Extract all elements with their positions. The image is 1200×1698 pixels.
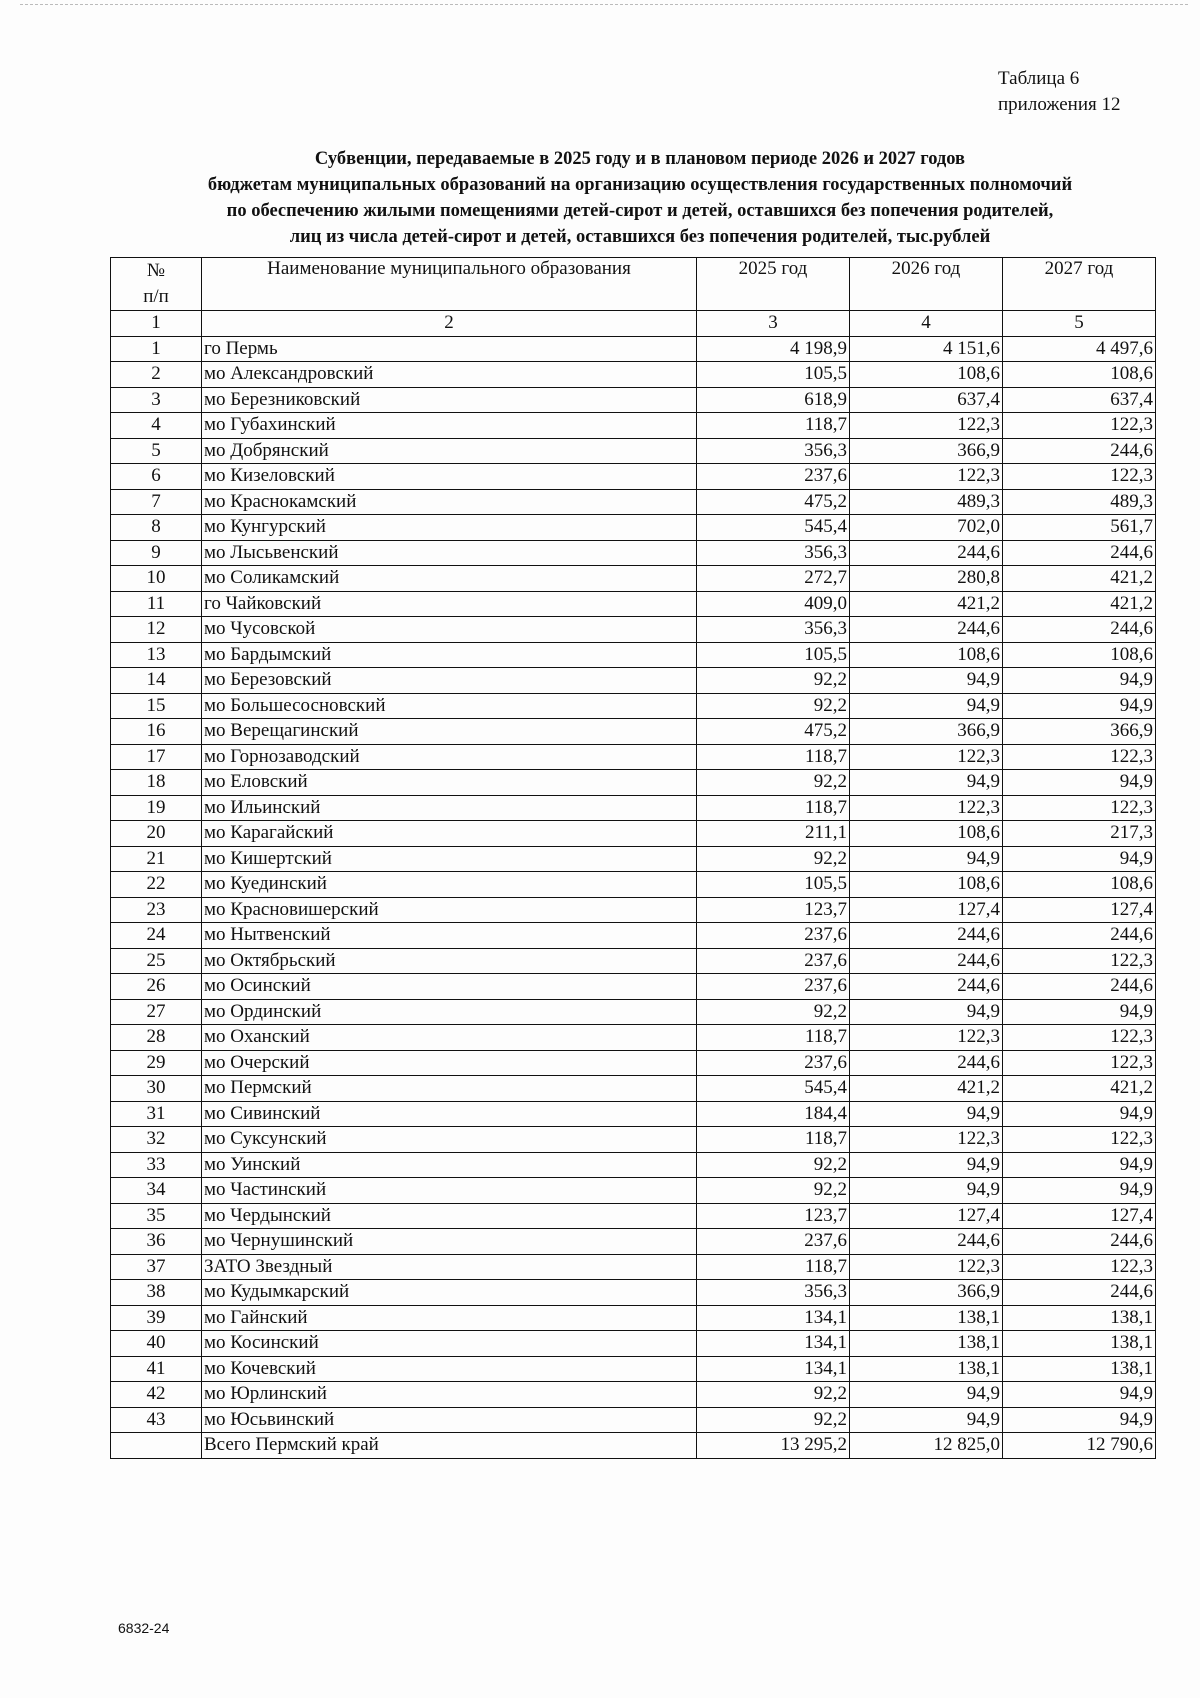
municipality-name: мо Уинский [202, 1152, 697, 1178]
value-2025: 118,7 [697, 744, 850, 770]
value-2025: 211,1 [697, 821, 850, 847]
row-number: 9 [111, 540, 202, 566]
table-row [111, 515, 1156, 541]
column-index: 2 [202, 311, 697, 337]
municipality-name: мо Кизеловский [202, 464, 697, 490]
table-row [111, 1382, 1156, 1408]
table-row [111, 1127, 1156, 1153]
value-2025: 134,1 [697, 1305, 850, 1331]
value-2025: 184,4 [697, 1101, 850, 1127]
column-index-row [111, 311, 1156, 337]
value-2026: 108,6 [850, 642, 1003, 668]
value-2027: 366,9 [1003, 719, 1156, 745]
total-row [111, 1433, 1156, 1459]
row-number: 11 [111, 591, 202, 617]
value-2027: 127,4 [1003, 897, 1156, 923]
municipality-name: мо Кочевский [202, 1356, 697, 1382]
municipality-name: го Пермь [202, 336, 697, 362]
municipality-name: мо Краснокамский [202, 489, 697, 515]
value-2026: 108,6 [850, 872, 1003, 898]
value-2025: 4 198,9 [697, 336, 850, 362]
value-2027: 244,6 [1003, 974, 1156, 1000]
total-number [111, 1433, 202, 1459]
value-2027: 108,6 [1003, 642, 1156, 668]
value-2025: 118,7 [697, 413, 850, 439]
row-number: 8 [111, 515, 202, 541]
municipality-name: мо Частинский [202, 1178, 697, 1204]
value-2026: 94,9 [850, 1178, 1003, 1204]
value-2026: 108,6 [850, 821, 1003, 847]
table-row [111, 872, 1156, 898]
row-number: 26 [111, 974, 202, 1000]
value-2027: 108,6 [1003, 362, 1156, 388]
value-2026: 244,6 [850, 540, 1003, 566]
value-2026: 280,8 [850, 566, 1003, 592]
value-2025: 118,7 [697, 1254, 850, 1280]
value-2025: 475,2 [697, 719, 850, 745]
value-2027: 94,9 [1003, 1152, 1156, 1178]
value-2027: 421,2 [1003, 591, 1156, 617]
value-2025: 123,7 [697, 897, 850, 923]
municipality-name: мо Соликамский [202, 566, 697, 592]
municipality-name: мо Осинский [202, 974, 697, 1000]
value-2027: 217,3 [1003, 821, 1156, 847]
value-2027: 122,3 [1003, 795, 1156, 821]
municipality-name: мо Губахинский [202, 413, 697, 439]
value-2025: 92,2 [697, 999, 850, 1025]
value-2027: 637,4 [1003, 387, 1156, 413]
row-number: 43 [111, 1407, 202, 1433]
value-2025: 105,5 [697, 642, 850, 668]
document-code: 6832-24 [118, 1620, 170, 1636]
value-2026: 421,2 [850, 1076, 1003, 1102]
value-2027: 94,9 [1003, 1407, 1156, 1433]
row-number: 16 [111, 719, 202, 745]
municipality-name: мо Еловский [202, 770, 697, 796]
value-2027: 489,3 [1003, 489, 1156, 515]
value-2027: 122,3 [1003, 1050, 1156, 1076]
municipality-name: мо Косинский [202, 1331, 697, 1357]
value-2027: 244,6 [1003, 617, 1156, 643]
row-number: 13 [111, 642, 202, 668]
header-number-line: № [146, 260, 166, 281]
value-2025: 272,7 [697, 566, 850, 592]
table-row [111, 668, 1156, 694]
table-row [111, 464, 1156, 490]
municipality-name: мо Красновишерский [202, 897, 697, 923]
row-number: 14 [111, 668, 202, 694]
value-2026: 138,1 [850, 1356, 1003, 1382]
municipality-name: мо Октябрьский [202, 948, 697, 974]
header-name: Наименование муниципального образования [202, 258, 697, 311]
value-2027: 122,3 [1003, 1025, 1156, 1051]
total-2026: 12 825,0 [850, 1433, 1003, 1459]
municipality-name: мо Большесосновский [202, 693, 697, 719]
value-2025: 237,6 [697, 1229, 850, 1255]
table-reference-line: приложения 12 [998, 94, 1121, 115]
value-2027: 94,9 [1003, 999, 1156, 1025]
row-number: 28 [111, 1025, 202, 1051]
row-number: 36 [111, 1229, 202, 1255]
table-row [111, 999, 1156, 1025]
value-2026: 127,4 [850, 897, 1003, 923]
table-row [111, 438, 1156, 464]
row-number: 30 [111, 1076, 202, 1102]
table-row [111, 1203, 1156, 1229]
row-number: 29 [111, 1050, 202, 1076]
value-2027: 561,7 [1003, 515, 1156, 541]
value-2027: 138,1 [1003, 1356, 1156, 1382]
table-row [111, 642, 1156, 668]
row-number: 25 [111, 948, 202, 974]
table-row [111, 1076, 1156, 1102]
value-2027: 122,3 [1003, 948, 1156, 974]
municipality-name: мо Чусовской [202, 617, 697, 643]
value-2025: 92,2 [697, 693, 850, 719]
value-2027: 244,6 [1003, 923, 1156, 949]
value-2026: 244,6 [850, 974, 1003, 1000]
value-2025: 92,2 [697, 1382, 850, 1408]
row-number: 22 [111, 872, 202, 898]
column-index: 5 [1003, 311, 1156, 337]
table-row [111, 1280, 1156, 1306]
table-row [111, 1178, 1156, 1204]
subvention-table [110, 257, 1156, 1459]
municipality-name: мо Бардымский [202, 642, 697, 668]
value-2026: 108,6 [850, 362, 1003, 388]
row-number: 17 [111, 744, 202, 770]
value-2026: 94,9 [850, 1382, 1003, 1408]
table-row [111, 1152, 1156, 1178]
table-row [111, 795, 1156, 821]
row-number: 6 [111, 464, 202, 490]
municipality-name: мо Ильинский [202, 795, 697, 821]
value-2026: 138,1 [850, 1305, 1003, 1331]
table-row [111, 897, 1156, 923]
table-row [111, 693, 1156, 719]
table-row [111, 617, 1156, 643]
row-number: 5 [111, 438, 202, 464]
row-number: 7 [111, 489, 202, 515]
value-2025: 123,7 [697, 1203, 850, 1229]
table-row [111, 846, 1156, 872]
value-2027: 122,3 [1003, 464, 1156, 490]
value-2025: 92,2 [697, 668, 850, 694]
municipality-name: мо Карагайский [202, 821, 697, 847]
value-2025: 356,3 [697, 617, 850, 643]
municipality-name: го Чайковский [202, 591, 697, 617]
table-row [111, 923, 1156, 949]
table-row [111, 591, 1156, 617]
municipality-name: мо Кунгурский [202, 515, 697, 541]
table-row [111, 566, 1156, 592]
value-2026: 122,3 [850, 1025, 1003, 1051]
table-row [111, 489, 1156, 515]
table-row [111, 362, 1156, 388]
title-line: лиц из числа детей-сирот и детей, оставшихся без попечения родителей, тыс.рублей [289, 227, 991, 247]
value-2027: 122,3 [1003, 1254, 1156, 1280]
value-2026: 4 151,6 [850, 336, 1003, 362]
value-2026: 122,3 [850, 1254, 1003, 1280]
row-number: 39 [111, 1305, 202, 1331]
row-number: 41 [111, 1356, 202, 1382]
value-2026: 122,3 [850, 464, 1003, 490]
value-2026: 122,3 [850, 744, 1003, 770]
value-2026: 122,3 [850, 795, 1003, 821]
row-number: 42 [111, 1382, 202, 1408]
row-number: 23 [111, 897, 202, 923]
value-2025: 409,0 [697, 591, 850, 617]
row-number: 34 [111, 1178, 202, 1204]
municipality-name: мо Пермский [202, 1076, 697, 1102]
row-number: 2 [111, 362, 202, 388]
value-2027: 4 497,6 [1003, 336, 1156, 362]
value-2025: 475,2 [697, 489, 850, 515]
header-2025: 2025 год [697, 258, 850, 311]
value-2025: 105,5 [697, 872, 850, 898]
value-2026: 489,3 [850, 489, 1003, 515]
row-number: 18 [111, 770, 202, 796]
table-row [111, 1356, 1156, 1382]
municipality-name: мо Верещагинский [202, 719, 697, 745]
table-row [111, 1229, 1156, 1255]
value-2027: 421,2 [1003, 566, 1156, 592]
value-2025: 237,6 [697, 974, 850, 1000]
value-2026: 366,9 [850, 1280, 1003, 1306]
value-2026: 366,9 [850, 438, 1003, 464]
table-body [111, 336, 1156, 1458]
municipality-name: мо Нытвенский [202, 923, 697, 949]
municipality-name: мо Ординский [202, 999, 697, 1025]
title-line: по обеспечению жилыми помещениями детей-сирот и детей, оставшихся без попечения родителей, [226, 201, 1054, 221]
value-2026: 244,6 [850, 923, 1003, 949]
value-2025: 237,6 [697, 1050, 850, 1076]
value-2027: 138,1 [1003, 1305, 1156, 1331]
value-2025: 118,7 [697, 1127, 850, 1153]
value-2025: 618,9 [697, 387, 850, 413]
row-number: 32 [111, 1127, 202, 1153]
value-2026: 94,9 [850, 1407, 1003, 1433]
table-row [111, 1025, 1156, 1051]
header-number [111, 258, 202, 311]
table-reference [998, 66, 1138, 118]
municipality-name: ЗАТО Звездный [202, 1254, 697, 1280]
value-2026: 122,3 [850, 1127, 1003, 1153]
row-number: 12 [111, 617, 202, 643]
value-2027: 94,9 [1003, 668, 1156, 694]
value-2025: 237,6 [697, 948, 850, 974]
value-2025: 92,2 [697, 1152, 850, 1178]
row-number: 15 [111, 693, 202, 719]
value-2027: 122,3 [1003, 744, 1156, 770]
value-2025: 92,2 [697, 1407, 850, 1433]
municipality-name: мо Кудымкарский [202, 1280, 697, 1306]
row-number: 33 [111, 1152, 202, 1178]
municipality-name: мо Оханский [202, 1025, 697, 1051]
table-row [111, 1101, 1156, 1127]
row-number: 10 [111, 566, 202, 592]
municipality-name: мо Гайнский [202, 1305, 697, 1331]
value-2025: 134,1 [697, 1356, 850, 1382]
header-number-line: п/п [143, 286, 169, 307]
row-number: 3 [111, 387, 202, 413]
table-reference-line: Таблица 6 [998, 68, 1080, 89]
value-2026: 94,9 [850, 846, 1003, 872]
value-2027: 122,3 [1003, 413, 1156, 439]
table-row [111, 1254, 1156, 1280]
value-2026: 244,6 [850, 617, 1003, 643]
title-line: бюджетам муниципальных образований на организацию осуществления государственных полномочий [207, 175, 1073, 195]
municipality-name: мо Березовский [202, 668, 697, 694]
value-2026: 244,6 [850, 948, 1003, 974]
value-2025: 134,1 [697, 1331, 850, 1357]
table-row [111, 387, 1156, 413]
value-2027: 244,6 [1003, 438, 1156, 464]
value-2027: 94,9 [1003, 1382, 1156, 1408]
table-row [111, 744, 1156, 770]
value-2027: 94,9 [1003, 693, 1156, 719]
value-2026: 94,9 [850, 1101, 1003, 1127]
value-2027: 138,1 [1003, 1331, 1156, 1357]
municipality-name: мо Чердынский [202, 1203, 697, 1229]
value-2026: 94,9 [850, 668, 1003, 694]
value-2027: 244,6 [1003, 1280, 1156, 1306]
header-2027: 2027 год [1003, 258, 1156, 311]
value-2025: 545,4 [697, 515, 850, 541]
row-number: 37 [111, 1254, 202, 1280]
table-row [111, 948, 1156, 974]
row-number: 31 [111, 1101, 202, 1127]
value-2025: 92,2 [697, 770, 850, 796]
column-index: 3 [697, 311, 850, 337]
value-2026: 94,9 [850, 999, 1003, 1025]
value-2025: 356,3 [697, 540, 850, 566]
table-row [111, 719, 1156, 745]
row-number: 20 [111, 821, 202, 847]
table-row [111, 1305, 1156, 1331]
table-row [111, 540, 1156, 566]
value-2027: 94,9 [1003, 846, 1156, 872]
table-row [111, 1050, 1156, 1076]
municipality-name: мо Юсьвинский [202, 1407, 697, 1433]
municipality-name: мо Чернушинский [202, 1229, 697, 1255]
value-2026: 94,9 [850, 1152, 1003, 1178]
municipality-name: мо Добрянский [202, 438, 697, 464]
row-number: 40 [111, 1331, 202, 1357]
value-2027: 108,6 [1003, 872, 1156, 898]
municipality-name: мо Куединский [202, 872, 697, 898]
row-number: 38 [111, 1280, 202, 1306]
value-2025: 92,2 [697, 846, 850, 872]
column-index: 1 [111, 311, 202, 337]
value-2026: 138,1 [850, 1331, 1003, 1357]
value-2025: 92,2 [697, 1178, 850, 1204]
municipality-name: мо Горнозаводский [202, 744, 697, 770]
value-2026: 702,0 [850, 515, 1003, 541]
value-2026: 122,3 [850, 413, 1003, 439]
total-2025: 13 295,2 [697, 1433, 850, 1459]
value-2026: 94,9 [850, 770, 1003, 796]
value-2026: 127,4 [850, 1203, 1003, 1229]
row-number: 27 [111, 999, 202, 1025]
total-label: Всего Пермский край [202, 1433, 697, 1459]
value-2027: 421,2 [1003, 1076, 1156, 1102]
value-2025: 118,7 [697, 795, 850, 821]
value-2027: 94,9 [1003, 1178, 1156, 1204]
table-row [111, 821, 1156, 847]
municipality-name: мо Юрлинский [202, 1382, 697, 1408]
value-2026: 366,9 [850, 719, 1003, 745]
value-2025: 356,3 [697, 438, 850, 464]
row-number: 1 [111, 336, 202, 362]
value-2025: 105,5 [697, 362, 850, 388]
value-2027: 94,9 [1003, 1101, 1156, 1127]
municipality-name: мо Очерский [202, 1050, 697, 1076]
value-2026: 94,9 [850, 693, 1003, 719]
header-row [111, 258, 1156, 311]
value-2027: 127,4 [1003, 1203, 1156, 1229]
value-2026: 244,6 [850, 1229, 1003, 1255]
municipality-name: мо Березниковский [202, 387, 697, 413]
row-number: 19 [111, 795, 202, 821]
municipality-name: мо Кишертский [202, 846, 697, 872]
municipality-name: мо Лысьвенский [202, 540, 697, 566]
table-row [111, 1331, 1156, 1357]
title-line: Субвенции, передаваемые в 2025 году и в плановом периоде 2026 и 2027 годов [314, 149, 966, 169]
value-2027: 94,9 [1003, 770, 1156, 796]
value-2025: 356,3 [697, 1280, 850, 1306]
column-index: 4 [850, 311, 1003, 337]
table-row [111, 1407, 1156, 1433]
table-row [111, 770, 1156, 796]
value-2026: 421,2 [850, 591, 1003, 617]
municipality-name: мо Суксунский [202, 1127, 697, 1153]
scan-edge-line [20, 4, 1188, 5]
value-2026: 637,4 [850, 387, 1003, 413]
total-2027: 12 790,6 [1003, 1433, 1156, 1459]
value-2026: 244,6 [850, 1050, 1003, 1076]
municipality-name: мо Сивинский [202, 1101, 697, 1127]
header-2026: 2026 год [850, 258, 1003, 311]
table-row [111, 974, 1156, 1000]
value-2027: 244,6 [1003, 1229, 1156, 1255]
value-2027: 122,3 [1003, 1127, 1156, 1153]
value-2025: 237,6 [697, 923, 850, 949]
table-row [111, 413, 1156, 439]
row-number: 24 [111, 923, 202, 949]
value-2025: 118,7 [697, 1025, 850, 1051]
value-2027: 244,6 [1003, 540, 1156, 566]
value-2025: 545,4 [697, 1076, 850, 1102]
row-number: 35 [111, 1203, 202, 1229]
municipality-name: мо Александровский [202, 362, 697, 388]
table-row [111, 336, 1156, 362]
value-2025: 237,6 [697, 464, 850, 490]
document-title [110, 146, 1170, 250]
row-number: 4 [111, 413, 202, 439]
row-number: 21 [111, 846, 202, 872]
